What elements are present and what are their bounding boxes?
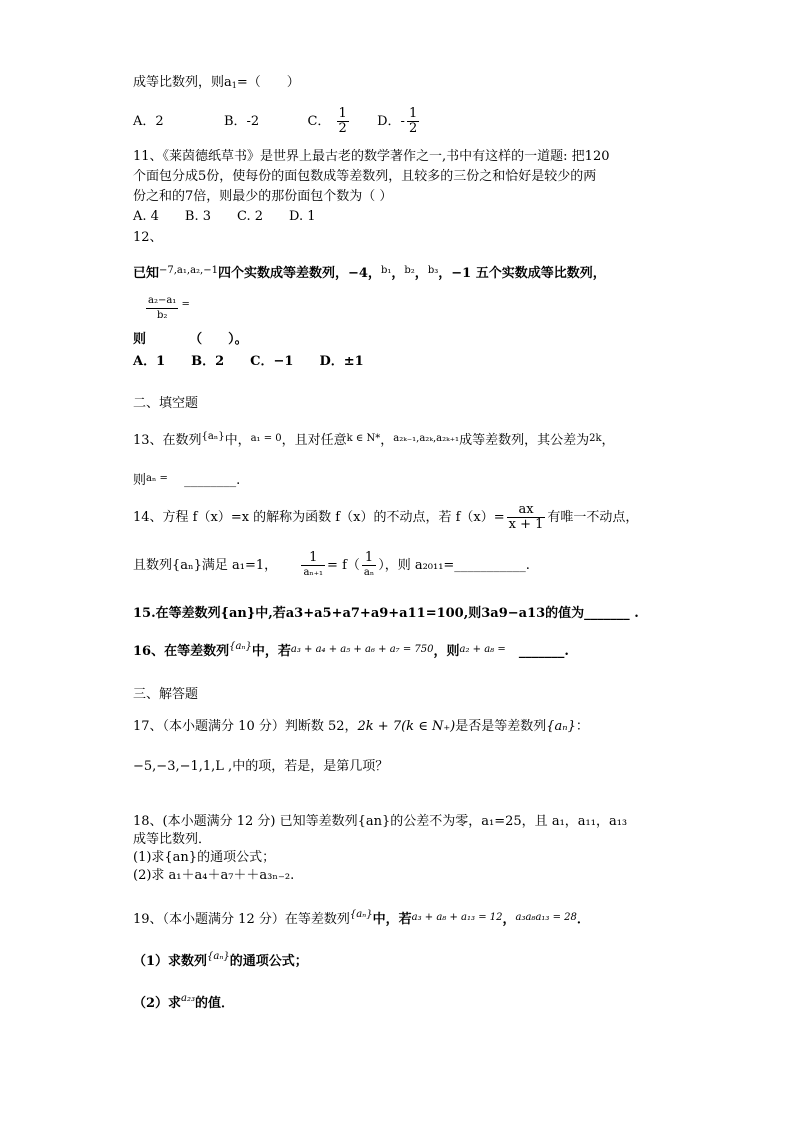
q13-t7: 则 [133,473,147,488]
q15-line: 15.在等差数列{an}中,若a3+a5+a7+a9+a11=100,则3a9−a13的值为_______ . [133,606,639,621]
q12-then [133,331,248,349]
q10-option-b: B．-2 [223,114,260,129]
q13-an: aₙ = [146,473,168,484]
q14-frac-1 [301,551,325,580]
q19-seq: {aₙ} [349,909,373,920]
q10-c-num: 1 [338,106,347,121]
q12-then-text: 则 [133,332,147,347]
q13-terms: a₂ₖ₋₁,a₂ₖ,a₂ₖ₊₁ [393,433,460,444]
q16-cond: a₃ + a₄ + a₅ + a₆ + a₇ = 750 [290,644,434,655]
q19-t2: 中，若 [372,912,412,927]
q14-frac2-num: 1 [301,551,325,566]
q14-line-1 [133,500,638,536]
q17-expr: 2k + 7(k ∈ N₊) [357,719,456,734]
q12-pre: 已知 [133,266,160,281]
q19-p1-t1: （1）求数列 [133,954,208,969]
q17-seq: {aₙ} [546,719,576,734]
q13-t2: 中， [224,433,251,448]
q11-options: A. 4 B. 3 C. 2 D. 1 [133,209,316,224]
q10-option-c-fraction [337,107,349,136]
q14-t3: 且数列{aₙ}满足 a₁=1， [133,558,278,573]
q13-t5: 成等差数列，其公差为 [459,433,590,448]
q13-t3: ，且对任意 [281,433,347,448]
q14-frac-2 [362,551,376,580]
q14-t2: 有唯一不动点， [547,510,639,525]
q19-part-2 [133,990,234,1013]
q16-t2: 中，若 [251,644,291,659]
q19-end: ． [576,912,590,927]
q12-frac-num: a₂−a₁ [146,294,178,309]
q10-option-d-fraction [407,107,419,136]
q17-t2: 是否是等差数列 [455,719,547,734]
q19-part-1 [133,948,308,971]
q19-p2-t1: （2）求 [133,996,182,1011]
q19-cond1: a₃ + a₈ + a₁₃ = 12 [411,912,503,923]
q12-seq1: −7,a₁,a₂,−1 [159,265,218,276]
q19-p1-seq: {aₙ} [207,951,230,962]
q19-t1: 19、（本小题满分 12 分）在等差数列 [133,912,350,927]
q16-blank: _______. [518,644,569,659]
q12-stem: 已知$^{-7,a_1,a_2,-1}$四个实数成等差数列，−4，$^{b_1}$，$^{b_2}$，$^{b_3}$，−1 五个实数成等比数列， [133,265,606,281]
q10-options [133,106,421,138]
q10-option-c-label: C． [307,114,331,129]
q13-seq: {aₙ} [201,431,225,442]
q18-line-1: 18、(本小题满分 12 分) 已知等差数列{an}的公差不为零，a₁=25，且 a₁，a₁₁，a₁₃ [133,814,628,829]
q19-p2-t2: 的值． [195,996,235,1011]
q16-seq: {aₙ} [229,641,252,652]
q18-line-4: (2)求 a₁＋a₄＋a₇＋＋a₃ₙ₋₂. [133,868,295,883]
q12-number: 12、 [133,230,163,245]
q14-frac-num: ax [507,503,546,518]
q12-paren: （ ）。 [189,332,248,347]
q14-t1: 14、方程 f（x）=x 的解称为函数 f（x）的不动点，若 f（x）= [133,510,505,525]
q14-frac3-den: aₙ [363,567,375,578]
q10-option-d-label: D．- [377,114,405,129]
q13-blank: ________. [184,473,241,488]
q12-b2: b₂ [404,265,415,276]
q12-frac-den: b₂ [156,310,168,321]
q14-line-2 [133,548,530,584]
q13-k: k ∈ N* [346,433,381,444]
q10-option-a: A．2 [133,114,164,129]
q17-line-1 [133,718,589,736]
q12-options: A．1 B．2 C．−1 D．±1 [133,354,364,369]
q13-line-1 [133,428,615,450]
section-fill-in-heading: 二、填空题 [133,396,199,411]
q14-frac3-num: 1 [362,551,376,566]
q14-t5: ），则 a₂₀₁₁=___________. [378,558,530,573]
q13-line-2 [133,470,240,490]
q13-t6: ， [601,433,615,448]
q11-line-3: 份之和的7倍，则最少的那份面包个数为（ ） [133,189,393,204]
q10-stem-sub: 1 [231,81,237,90]
section-answer-heading: 三、解答题 [133,687,199,702]
q14-t4: = f（ [327,558,360,573]
q10-c-den: 2 [338,121,347,136]
q14-frac-f [507,503,546,532]
q10-d-num: 1 [408,106,418,121]
q19-p1-t2: 的通项公式； [229,954,308,969]
q19-line [133,906,590,929]
q10-stem-tail: =（ ） [236,75,300,90]
q16-t1: 16、在等差数列 [133,644,230,659]
q17-line-2: −5,−3,−1,1,L ,中的项，若是，是第几项？ [133,759,389,774]
q18-line-3: (1)求{an}的通项公式； [133,850,276,865]
q11-line-1: 11、《莱茵德纸草书》是世界上最古老的数学著作之一,书中有这样的一道题: 把120 [133,149,610,164]
q16-line [133,638,569,661]
q17-t3: ： [575,719,589,734]
q13-a1: a₁ = 0 [250,433,282,444]
q13-t1: 13、在数列 [133,433,202,448]
q10-stem [133,74,300,95]
q16-t3: ，则 [433,644,460,659]
q12-mid1: 四个实数成等差数列，−4， [217,266,381,281]
q12-b1: b₁ [380,265,392,276]
q14-frac-den: x + 1 [508,517,544,532]
q11-line-2: 个面包分成5份，使每份的面包数成等差数列，且较多的三份之和恰好是较少的两 [133,169,597,184]
q12-fraction [146,294,190,323]
q17-t1: 17、（本小题满分 10 分）判断数 52， [133,719,358,734]
q14-frac2-den: aₙ₊₁ [303,567,324,578]
q12-mid2: ，−1 五个实数成等比数列， [438,266,606,281]
q18-line-2: 成等比数列． [133,832,212,847]
q19-sep: ， [502,912,516,927]
q16-ask: a₂ + a₈ = [459,644,506,655]
q13-d: 2k [589,433,602,444]
q10-d-den: 2 [408,121,418,136]
q12-b3: b₃ [427,265,439,276]
q10-stem-text: 成等比数列，则a [133,75,232,90]
q19-cond2: a₃a₈a₁₃ = 28 [515,912,577,923]
q12-frac-eq: = [181,299,190,310]
q19-p2-term: a₂₃ [181,993,196,1004]
q13-t4: ， [380,433,394,448]
